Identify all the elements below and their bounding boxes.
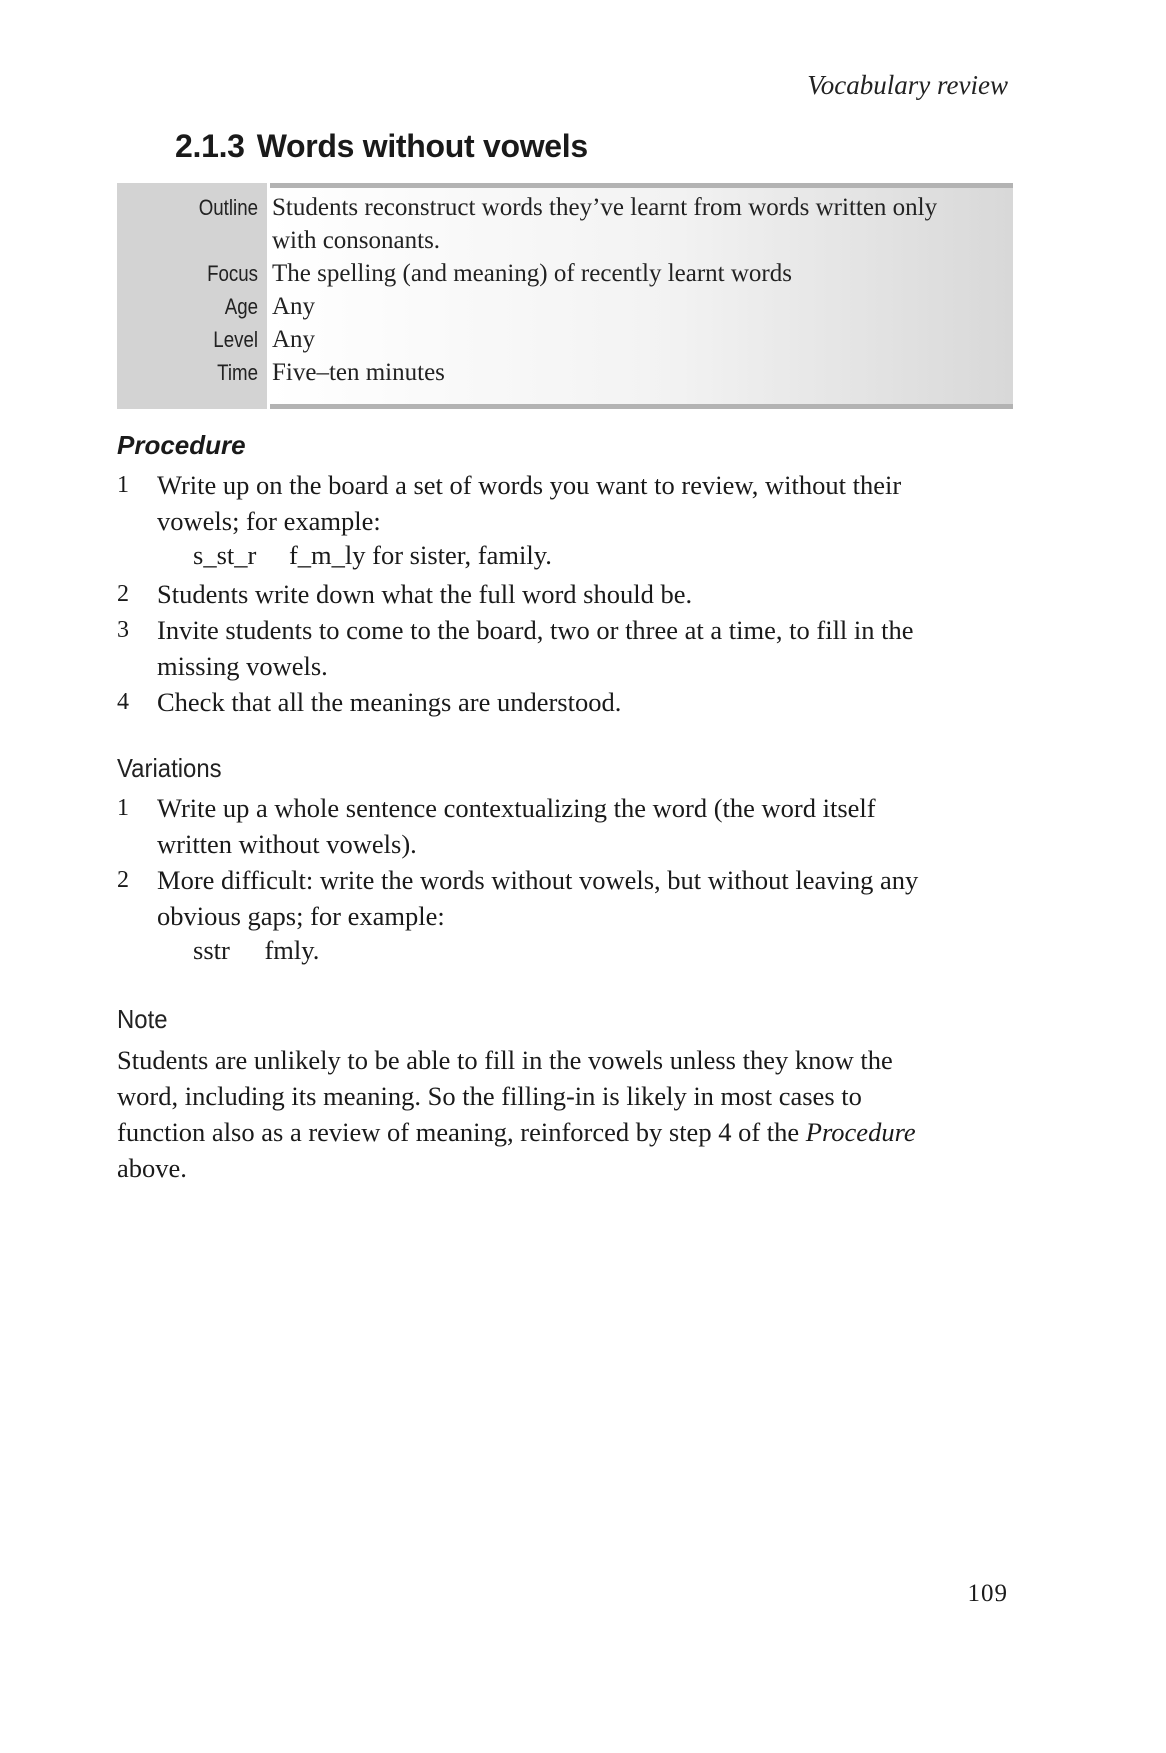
outline-label: Outline bbox=[198, 195, 258, 220]
step-number: 2 bbox=[117, 581, 129, 607]
level-value: Any bbox=[272, 326, 316, 353]
procedure-reference: Procedure bbox=[805, 1117, 916, 1147]
time-label: Time bbox=[217, 360, 258, 385]
procedure-heading: Procedure bbox=[117, 430, 246, 460]
note-line bbox=[117, 1114, 997, 1150]
variation-line: obvious gaps; for example: bbox=[157, 901, 445, 931]
variation-example bbox=[193, 935, 319, 966]
outline-value-line: Students reconstruct words they’ve learnt from words written only bbox=[272, 194, 938, 221]
outline-row-age bbox=[117, 290, 1013, 323]
variation-number: 2 bbox=[117, 867, 129, 893]
example-word: sstr bbox=[193, 935, 230, 965]
variation-text bbox=[157, 862, 1017, 934]
step-line: Invite students to come to the board, two or three at a time, to fill in the bbox=[157, 615, 914, 645]
time-value: Five–ten minutes bbox=[272, 359, 445, 386]
outline-value bbox=[272, 191, 1012, 257]
variation-line: Write up a whole sentence contextualizing the word (the word itself bbox=[157, 793, 876, 823]
step-line: Students write down what the full word should be. bbox=[157, 579, 693, 609]
procedure-example bbox=[193, 540, 552, 571]
note-heading: Note bbox=[117, 1004, 168, 1034]
step-line: missing vowels. bbox=[157, 651, 328, 681]
example-word: f_m_ly for sister, family. bbox=[288, 540, 552, 570]
step-line: vowels; for example: bbox=[157, 506, 381, 536]
variations-heading: Variations bbox=[117, 753, 222, 783]
step-number: 3 bbox=[117, 617, 129, 643]
step-text bbox=[157, 576, 1017, 612]
page-number: 109 bbox=[967, 1580, 1008, 1607]
step-number: 1 bbox=[117, 472, 129, 498]
outline-box bbox=[117, 183, 1013, 409]
variation-line: More difficult: write the words without vowels, but without leaving any bbox=[157, 865, 919, 895]
age-value: Any bbox=[272, 293, 316, 320]
variation-text bbox=[157, 790, 1017, 862]
focus-value: The spelling (and meaning) of recently learnt words bbox=[272, 260, 792, 287]
section-number: 2.1.3 bbox=[175, 128, 245, 164]
focus-label: Focus bbox=[207, 261, 258, 286]
step-text bbox=[157, 467, 1017, 539]
level-label: Level bbox=[213, 327, 258, 352]
outline-row-time bbox=[117, 356, 1013, 389]
outline-row-level bbox=[117, 323, 1013, 356]
outline-value-line: with consonants. bbox=[272, 227, 441, 254]
example-word: s_st_r bbox=[193, 540, 257, 570]
step-number: 4 bbox=[117, 689, 129, 715]
outline-row-outline bbox=[117, 191, 1013, 254]
outline-row-focus bbox=[117, 257, 1013, 290]
running-head: Vocabulary review bbox=[807, 70, 1008, 100]
step-text bbox=[157, 612, 1017, 684]
step-text bbox=[157, 684, 1017, 720]
note-line: word, including its meaning. So the filling-in is likely in most cases to bbox=[117, 1081, 862, 1111]
section-title: Words without vowels bbox=[256, 128, 588, 164]
outline-top-rule bbox=[270, 183, 1013, 188]
note-text bbox=[117, 1042, 997, 1186]
note-line-text: function also as a review of meaning, reinforced by step 4 of the bbox=[117, 1117, 800, 1147]
variation-line: written without vowels). bbox=[157, 829, 417, 859]
note-line: above. bbox=[117, 1153, 187, 1183]
outline-bottom-rule bbox=[270, 404, 1013, 409]
example-word: fmly. bbox=[264, 935, 320, 965]
step-line: Write up on the board a set of words you want to review, without their bbox=[157, 470, 902, 500]
section-heading bbox=[175, 128, 588, 165]
age-label: Age bbox=[224, 294, 258, 319]
variation-number: 1 bbox=[117, 795, 129, 821]
step-line: Check that all the meanings are understood. bbox=[157, 687, 622, 717]
note-line: Students are unlikely to be able to fill in the vowels unless they know the bbox=[117, 1045, 893, 1075]
